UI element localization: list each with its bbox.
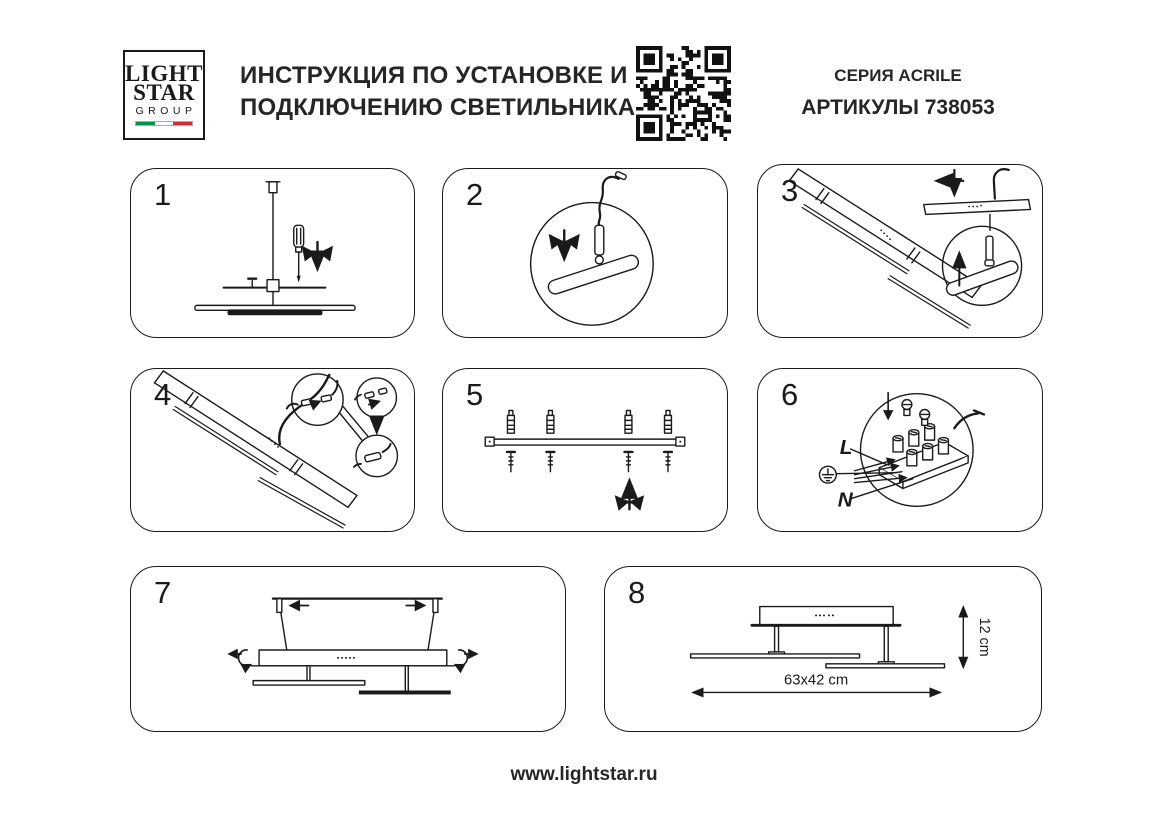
step-number: 2 bbox=[466, 177, 484, 212]
connector-inset bbox=[943, 214, 1022, 305]
twist-arrow-icon bbox=[938, 170, 964, 194]
step-number: 8 bbox=[628, 575, 646, 610]
twist-arrow-icon bbox=[550, 230, 578, 258]
height-dimension bbox=[963, 608, 992, 667]
width-dimension bbox=[694, 673, 940, 693]
step-panel-8 bbox=[604, 566, 1042, 732]
step-panel-5 bbox=[442, 368, 728, 532]
ceiling-plate-detail bbox=[924, 169, 1031, 214]
driver-cable bbox=[268, 375, 329, 448]
step-number: 6 bbox=[781, 377, 799, 412]
zoom-circle bbox=[531, 203, 654, 326]
canopy bbox=[273, 599, 442, 650]
step-number: 1 bbox=[154, 177, 172, 212]
step-7-drawing bbox=[131, 567, 565, 731]
qr-code bbox=[636, 46, 731, 141]
screwdriver-icon bbox=[294, 225, 304, 282]
step-number: 5 bbox=[466, 377, 484, 412]
step-panel-6 bbox=[757, 368, 1043, 532]
step-8-drawing bbox=[605, 567, 1041, 731]
logo-word-star: STAR bbox=[133, 80, 195, 105]
page-title bbox=[240, 60, 635, 124]
twist-arrow-icon bbox=[617, 482, 643, 510]
step-panel-2 bbox=[442, 168, 728, 338]
main-bar-diagonal bbox=[154, 371, 357, 507]
step-1-drawing bbox=[131, 169, 414, 337]
step-number: 3 bbox=[781, 173, 799, 208]
step-panel-4 bbox=[130, 368, 415, 532]
title-line-1: ИНСТРУКЦИЯ ПО УСТАНОВКЕ И bbox=[240, 62, 628, 89]
width-dimension-label: 63x42 cm bbox=[784, 672, 849, 689]
step-6-drawing bbox=[758, 369, 1042, 531]
label-live: L bbox=[839, 435, 853, 459]
article-number: АРТИКУЛЫ 738053 bbox=[801, 96, 995, 119]
terminal-screws bbox=[902, 400, 930, 426]
terminal-block bbox=[855, 393, 984, 489]
suspension-rod bbox=[224, 182, 326, 305]
title-line-2: ПОДКЛЮЧЕНИЮ СВЕТИЛЬНИКА bbox=[240, 93, 636, 121]
italian-flag-stripe bbox=[135, 121, 193, 126]
connector-cylinder bbox=[595, 225, 604, 264]
step-5-drawing bbox=[443, 369, 727, 531]
step-2-drawing bbox=[443, 169, 727, 337]
step-4-drawing bbox=[131, 369, 414, 531]
wall-anchors bbox=[507, 410, 671, 433]
series-name: СЕРИЯ ACRILE bbox=[834, 66, 962, 85]
series-block bbox=[766, 66, 1030, 120]
acrylic-bar bbox=[547, 254, 641, 296]
fixture-bars bbox=[195, 305, 355, 315]
acrylic-rods bbox=[802, 205, 970, 329]
supply-cable bbox=[599, 171, 627, 225]
stems-and-bars bbox=[253, 666, 451, 695]
twist-arrow-icon bbox=[304, 242, 332, 268]
mounted-fixture-side-view bbox=[691, 607, 945, 668]
label-neutral: N bbox=[837, 488, 853, 512]
step-panel-7 bbox=[130, 566, 566, 732]
step-number: 7 bbox=[154, 575, 172, 610]
logo-word-light: LIGHT bbox=[125, 60, 203, 86]
mounting-bar bbox=[485, 437, 685, 446]
step-number: 4 bbox=[154, 377, 172, 412]
step-panel-3 bbox=[757, 164, 1043, 338]
step-panel-1 bbox=[130, 168, 415, 338]
ground-symbol-icon bbox=[819, 466, 836, 483]
step-3-drawing bbox=[758, 165, 1042, 337]
mains-cable bbox=[954, 413, 978, 428]
website-url: www.lightstar.ru bbox=[510, 764, 658, 785]
height-dimension-label: 12 cm bbox=[976, 617, 993, 657]
mounting-plate bbox=[251, 650, 455, 666]
main-bar-diagonal bbox=[789, 169, 981, 298]
screws bbox=[507, 452, 672, 472]
lightstar-logo bbox=[123, 50, 205, 140]
logo-word-group: GROUP bbox=[135, 105, 197, 118]
